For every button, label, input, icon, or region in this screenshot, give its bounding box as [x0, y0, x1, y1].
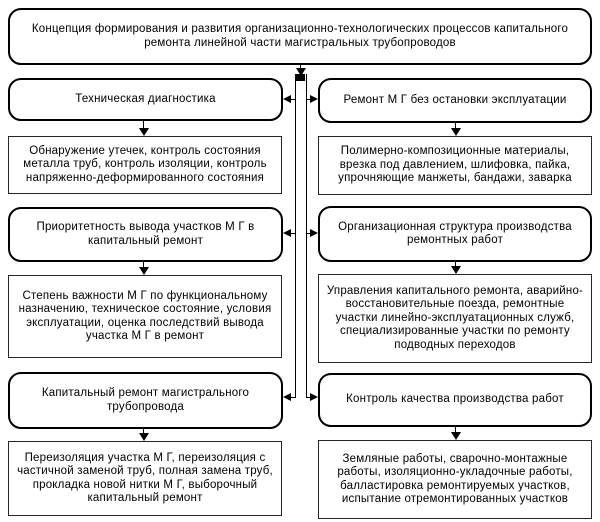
detail-label: Земляные работы, сварочно-монтажные работы, изоляционно-укладочные работы, балластировка ремонтируемых участков, испытание отремонтированных участков [337, 452, 573, 505]
detail-box-repair-priority [8, 275, 282, 358]
root-concept-label: Концепция формирования и развития организационно-технологических процессов капитального ремонта линейной части магистральных трубопроводов [31, 23, 569, 49]
header-box-repair-without-shutdown [318, 78, 592, 123]
header-label: Контроль качества производства работ [346, 393, 564, 406]
header-label: Приоритетность вывода участков М Г в капитальный ремонт [36, 221, 255, 247]
detail-label: Переизоляция участка М Г, переизоляция с частичной заменой труб, полная замена труб, прокладка новой нитки М Г, выборочный капитальный ремонт [17, 451, 273, 504]
header-box-org-structure [318, 206, 592, 262]
arrow-down-right-row1-icon [451, 128, 461, 136]
detail-label: Управления капитального ремонта, аварийно-восстановительные поезда, ремонтные участки линейно-эксплуатационных служб, специализированные участки по ремонту подводных переходов [326, 284, 584, 351]
junction-node [296, 74, 305, 81]
spine-left-line [295, 74, 296, 398]
header-label: Капитальный ремонт магистрального трубопровода [41, 387, 250, 413]
arrow-down-left-row2-icon [139, 267, 149, 275]
arrow-down-right-row2-icon [451, 266, 461, 274]
header-box-quality-control [318, 373, 592, 427]
connector-row1-left [291, 99, 295, 100]
arrow-left-row2-icon [283, 229, 291, 237]
arrow-down-right-row3-icon [451, 432, 461, 440]
arrow-right-row3-icon [310, 393, 318, 401]
arrow-right-row2-icon [310, 229, 318, 237]
connector-row2-left [291, 233, 295, 234]
detail-box-capital-repair [8, 441, 282, 516]
detail-box-repair-without-shutdown [318, 136, 592, 195]
detail-box-org-structure [318, 274, 592, 363]
header-label: Организационная структура производства ремонтных работ [338, 220, 572, 246]
arrow-down-left-row3-icon [139, 433, 149, 441]
arrow-down-left-row1-icon [139, 128, 149, 136]
detail-label: Полимерно-композиционные материалы, врезка под давлением, шлифовка, пайка, упрочняющие манжеты, бандажи, заварка [338, 145, 572, 185]
arrow-left-row3-icon [283, 393, 291, 401]
detail-label: Обнаружение утечек, контроль состояния металла труб, контроль изоляции, контроль напряженно-деформированного состояния [23, 144, 267, 184]
arrow-left-row1-icon [283, 95, 291, 103]
header-box-technical-diagnostics [8, 78, 283, 121]
detail-box-quality-control [318, 440, 592, 519]
spine-right-line [306, 74, 307, 398]
detail-box-technical-diagnostics [8, 136, 282, 194]
connector-row3-left [291, 397, 295, 398]
arrow-right-row1-icon [310, 95, 318, 103]
header-label: Техническая диагностика [75, 92, 216, 105]
header-label: Ремонт М Г без остановки эксплуатации [343, 93, 567, 106]
detail-label: Степень важности М Г по функциональному назначению, техническое состояние, условия эксплуатации, оценка последствий вывода участка М Г в ремонт [18, 289, 272, 342]
header-box-capital-repair [8, 372, 283, 429]
root-concept-box [8, 8, 592, 65]
header-box-repair-priority [8, 207, 283, 262]
